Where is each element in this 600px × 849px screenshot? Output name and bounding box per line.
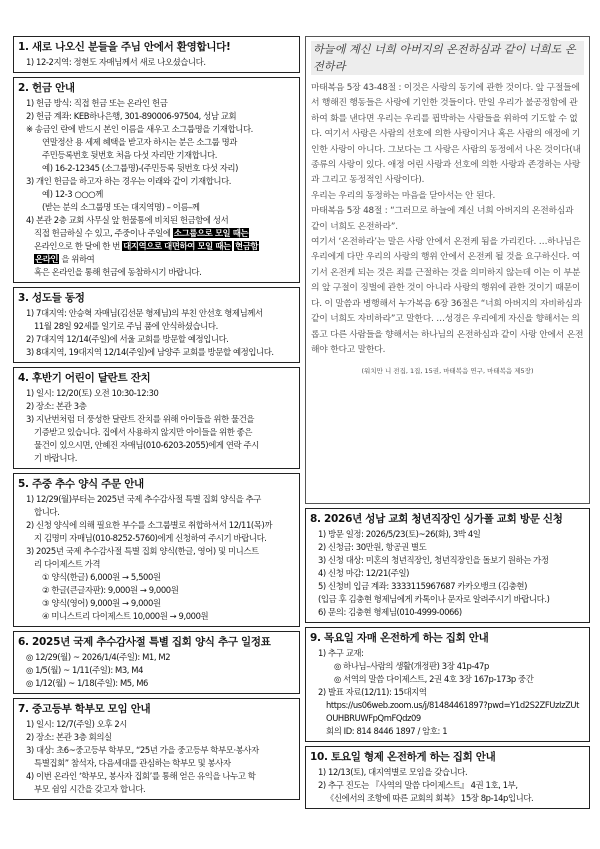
text-line: ◎ 서역의 말씀 다이제스트, 2권 4호 3장 167p-173p 중간	[334, 674, 534, 684]
text-line: 1) 헌금 방식: 직접 헌금 또는 온라인 헌금	[26, 98, 168, 108]
text-line: ◎ 1/5(월) ~ 1/11(주일): M3, M4	[26, 665, 144, 675]
text-line: 2) 추구 진도는 『사역의 말씀 다이제스트』 4권 1호, 1부,	[318, 780, 518, 790]
zoom-link[interactable]: https://us06web.zoom.us/j/81484461897?pwd=Y1d2S2ZFUzIzZUt	[326, 700, 580, 710]
text-run: 직접 헌금하실 수 있고, 주중이나 주일에	[34, 228, 171, 238]
text-line: 예) 16-2-12345 (소그룹명)-(주민등록 뒷번호 다섯 자리)	[42, 163, 238, 173]
text-line: 4) 본관 2층 교회 사무실 앞 헌물통에 비치된 헌금함에 성서	[26, 215, 229, 225]
section-talent-party	[13, 367, 300, 469]
meditation-paragraph: 마태복음 5장 43-48절 : 이것은 사랑의 동기에 관한 것이다. 앞 구절들에서 행해진 행동들은 사랑에 기인한 것들이다. 만일 우리가 불공정함에 관하여 화를 낸다면 우리는 우리를 핍박하는 사람들을 위하여 기도할 수 없다. 여기서 사랑은 사람의 선호에 의한 사랑이거나 혹은 사람의 애정에 기인한 사랑이 아니다. 그보다는 그 사랑은 사람의 동정에서 나온 것이다(내 종류의 사랑이 있다. 애정 어린 사랑과 선호에 의한 사랑과 존경하는 사랑과 그리고 동정적인 사랑이다).	[311, 83, 581, 186]
meditation-paragraph: 마태복음 5장 48절 : “그러므로 하늘에 계신 너희 아버지의 온전하심과 같이 너희도 온전하라”.	[311, 206, 574, 232]
text-run: 온라인으로 한 달에 한 번	[34, 241, 120, 251]
text-line: 기증받고 있습니다. 집에서 사용하지 않지만 아이들을 위한 좋은	[34, 427, 253, 437]
text-line: 2) 신청금: 30만원, 항공권 별도	[318, 542, 427, 552]
section-parents-meeting	[13, 698, 300, 800]
section-offering	[13, 77, 300, 283]
text-line: 3) 2025년 국제 추수감사절 특별 집회 양식(한글, 영어) 및 미니스트	[26, 546, 259, 556]
highlight-text: 온라인	[35, 254, 59, 264]
text-line: 혹은 온라인을 통해 헌금에 동참하시기 바랍니다.	[34, 267, 202, 277]
text-line: ◎ 12/29(월) ~ 2026/1/4(주일): M1, M2	[26, 652, 171, 662]
text-line: 연말정산 용 세제 혜택을 받고자 하시는 분은 소그룹 명과	[42, 137, 237, 147]
text-line: 3) 개인 헌금을 하고자 하는 경우는 이래와 같이 기재합니다.	[26, 176, 232, 186]
text-line: 5) 신청비 입금 계좌: 3333115967687 카카오뱅크 (김충현)	[318, 581, 527, 591]
highlight-text: 현금함	[235, 241, 259, 251]
section-brothers-meeting	[305, 746, 590, 809]
section-title: 5. 주중 추수 양식 주문 안내	[18, 478, 144, 490]
meditation-title: 하늘에 계신 너희 아버지의 온전하심과 같이 너희도 온전하라	[311, 41, 584, 75]
text-line: 기 바랍니다.	[34, 453, 77, 463]
text-line: 1) 일시: 12/7(주일) 오후 2시	[26, 719, 127, 729]
meditation-source: (워치만 니 전집, 1집, 15권, 마태복음 연구, 마태복음 제5장)	[361, 367, 534, 376]
text-line: ◎ 하나님–사람의 생활(개정판) 3장 41p-47p	[334, 661, 489, 671]
section-welcome	[13, 36, 300, 73]
section-member-news	[13, 287, 300, 363]
text-line: 3) 신청 대상: 미혼의 청년직장인, 청년직장인을 돌보기 원하는 가정	[318, 555, 549, 565]
text-line	[18, 240, 295, 253]
text-line: ① 양식(한글) 6,000원 → 5,500원	[42, 572, 161, 582]
text-line: ◎ 1/12(월) ~ 1/18(주일): M5, M6	[26, 678, 148, 688]
text-line: ④ 미니스트리 다이제스트 10,000원 → 9,000원	[42, 611, 209, 621]
text-line: 1) 7대지역: 안승혁 자매님(김선문 형제님)의 부친 안선호 형제님께서	[26, 308, 263, 318]
text-line: 1) 방문 일정: 2026/5/23(토)~26(화), 3박 4일	[318, 529, 481, 539]
text-line: 1) 12/13(토), 대지역별로 모임을 갖습니다.	[318, 767, 468, 777]
text-line	[18, 253, 295, 266]
text-line: 6) 문의: 김충현 형제님(010-4999-0066)	[318, 607, 462, 617]
right-column	[305, 36, 590, 813]
section-order	[13, 473, 300, 627]
text-line: 물건이 있으시면, 안혜진 자매님(010-6203-2055)에게 연락 주시	[34, 440, 259, 450]
text-run: 을 위하여	[61, 254, 95, 264]
meditation-paragraph: 우리는 우리의 동정하는 마음을 닫아서는 안 된다.	[311, 190, 496, 201]
text-line: 11월 28일 92세를 일기로 주님 품에 안식하셨습니다.	[34, 321, 218, 331]
meditation-paragraph: 여기서 ‘온전하라’는 말은 사랑 안에서 온전케 됨을 가리킨다. …하나님은 우리에게 다만 우리의 사랑의 행위 안에서 온전케 될 것을 요구하신다. 여기서 온전케 되는 것은 죄를 근절하는 것을 의미하지 않는데 이는 이 부분의 앞 구절이 징벌에 관한 것이 아니라 사랑의 행위에 관한 것이기 때문이다. 이 말씀과 병행해서 누가복음 6장 36절은 “너희 아버지의 자비하심과 같이 너희도 자비하라”고 말한다. …성경은 우리에게 자신을 향해서는 의롭고 다른 사람들을 향해서는 하나님의 온전하심과 같이 사랑 안에서 온전해야 한다고 말한다.	[311, 237, 584, 355]
section-singapore-visit	[305, 508, 590, 623]
text-line: 1) 12/29(월)부터는 2025년 국제 추수감사절 특별 집회 양식을 추구	[26, 494, 261, 504]
zoom-link[interactable]: OUHBRUWFpQmFQdz09	[326, 713, 421, 723]
text-line: ※ 송금인 란에 반드시 본인 이름을 새우고 소그룹명을 기재합니다.	[26, 124, 253, 134]
section-title: 9. 목요일 자매 온전하게 하는 집회 안내	[310, 632, 489, 644]
section-title: 10. 토요일 형제 온전하게 하는 집회 안내	[310, 751, 496, 763]
text-line: 2) 장소: 본관 3층	[26, 401, 87, 411]
text-line: ③ 양식(영어) 9,000원 → 9,000원	[42, 598, 161, 608]
section-schedule	[13, 631, 300, 694]
text-line: 1) 12-2지역: 정현도 자매님께서 새로 나오셨습니다.	[26, 57, 206, 67]
text-line: 3) 8대지역, 19대지역 12/14(주일)에 남양주 교회를 방문할 예정입니다.	[26, 347, 274, 357]
text-line: 2) 발표 자료(12/11): 15대지역	[318, 687, 427, 697]
section-title: 3. 성도들 동정	[18, 292, 85, 304]
text-line: 2) 신청 양식에 의해 필요한 부수를 소그룹별로 취합하셔서 12/11(목)까	[26, 520, 273, 530]
section-title: 4. 후반기 어린이 달란트 잔치	[18, 372, 151, 384]
text-line: 3) 지난번처럼 더 풍성한 달란트 잔치를 위해 아이들을 위한 물건을	[26, 414, 255, 424]
text-line: 부모 쉼임 시간을 갖고자 합니다.	[34, 784, 146, 794]
left-column	[13, 36, 300, 804]
text-line: 1) 추구 교재:	[318, 648, 364, 658]
text-line: 2) 장소: 본관 3층 회의실	[26, 732, 112, 742]
text-line: 지 김명미 자매님(010-8252-5760)에게 신청하여 주시기 바랍니다.	[34, 533, 267, 543]
text-line: (받는 분의 소그룹명 또는 대지역명) – 이름–께	[42, 202, 200, 212]
section-sisters-meeting	[305, 627, 590, 742]
text-line: (입금 후 김충현 형제님에게 카톡이나 문자로 알려주시기 바랍니다.)	[318, 594, 550, 604]
text-line	[18, 227, 295, 240]
section-title: 1. 새로 나오신 분들을 주님 안에서 환영합니다!	[18, 41, 231, 53]
text-line: 3) 대상: 초6~중고등부 학부모, “25년 가을 중고등부 학부모·봉사자	[26, 745, 259, 755]
text-line: 4) 신청 마감: 12/21(주일)	[318, 568, 410, 578]
section-title: 8. 2026년 성남 교회 청년직장인 싱가폴 교회 방문 신청	[310, 513, 563, 525]
section-title: 6. 2025년 국제 추수감사절 특별 집회 양식 추구 일정표	[18, 636, 271, 648]
section-title: 7. 중고등부 학부모 모임 안내	[18, 703, 151, 715]
text-line: 《신에서의 조항에 따른 교회의 회복》 15장 8p-14p입니다.	[326, 793, 534, 803]
text-line: 특별집회” 참석자, 다음세대를 관심하는 학부모 및 봉사자	[34, 758, 231, 768]
text-line: ② 한글(큰글자판): 9,000원 → 9,000원	[42, 585, 179, 595]
text-line: 주민등록번호 뒷번호 처음 다섯 자리만 기재합니다.	[42, 150, 218, 160]
text-line: 회의 ID: 814 8446 1897 / 암호: 1	[326, 726, 448, 736]
text-line: 합니다.	[34, 507, 60, 517]
text-line: 2) 헌금 계좌: KEB하나은행, 301-890006-97504, 성남 교회	[26, 111, 237, 121]
highlight-text: 대지역으로 대면하여 모일 때는	[123, 241, 231, 251]
highlight-text: 소그룹으로 모일 때는	[173, 228, 249, 238]
meditation-box	[305, 36, 590, 504]
text-line: 예) 12-3 ○○○께	[42, 189, 103, 199]
section-title: 2. 헌금 안내	[18, 82, 75, 94]
text-line: 2) 7대지역 12/14(주일)에 서울 교회를 방문할 예정입니다.	[26, 334, 229, 344]
text-line: 4) 이번 온라인 ‘학부모, 봉사자 집회’를 통해 얻은 유익을 나누고 학	[26, 771, 256, 781]
text-line: 리 다이제스트 가격	[34, 559, 101, 569]
text-line: 1) 일시: 12/20(토) 오전 10:30-12:30	[26, 388, 159, 398]
